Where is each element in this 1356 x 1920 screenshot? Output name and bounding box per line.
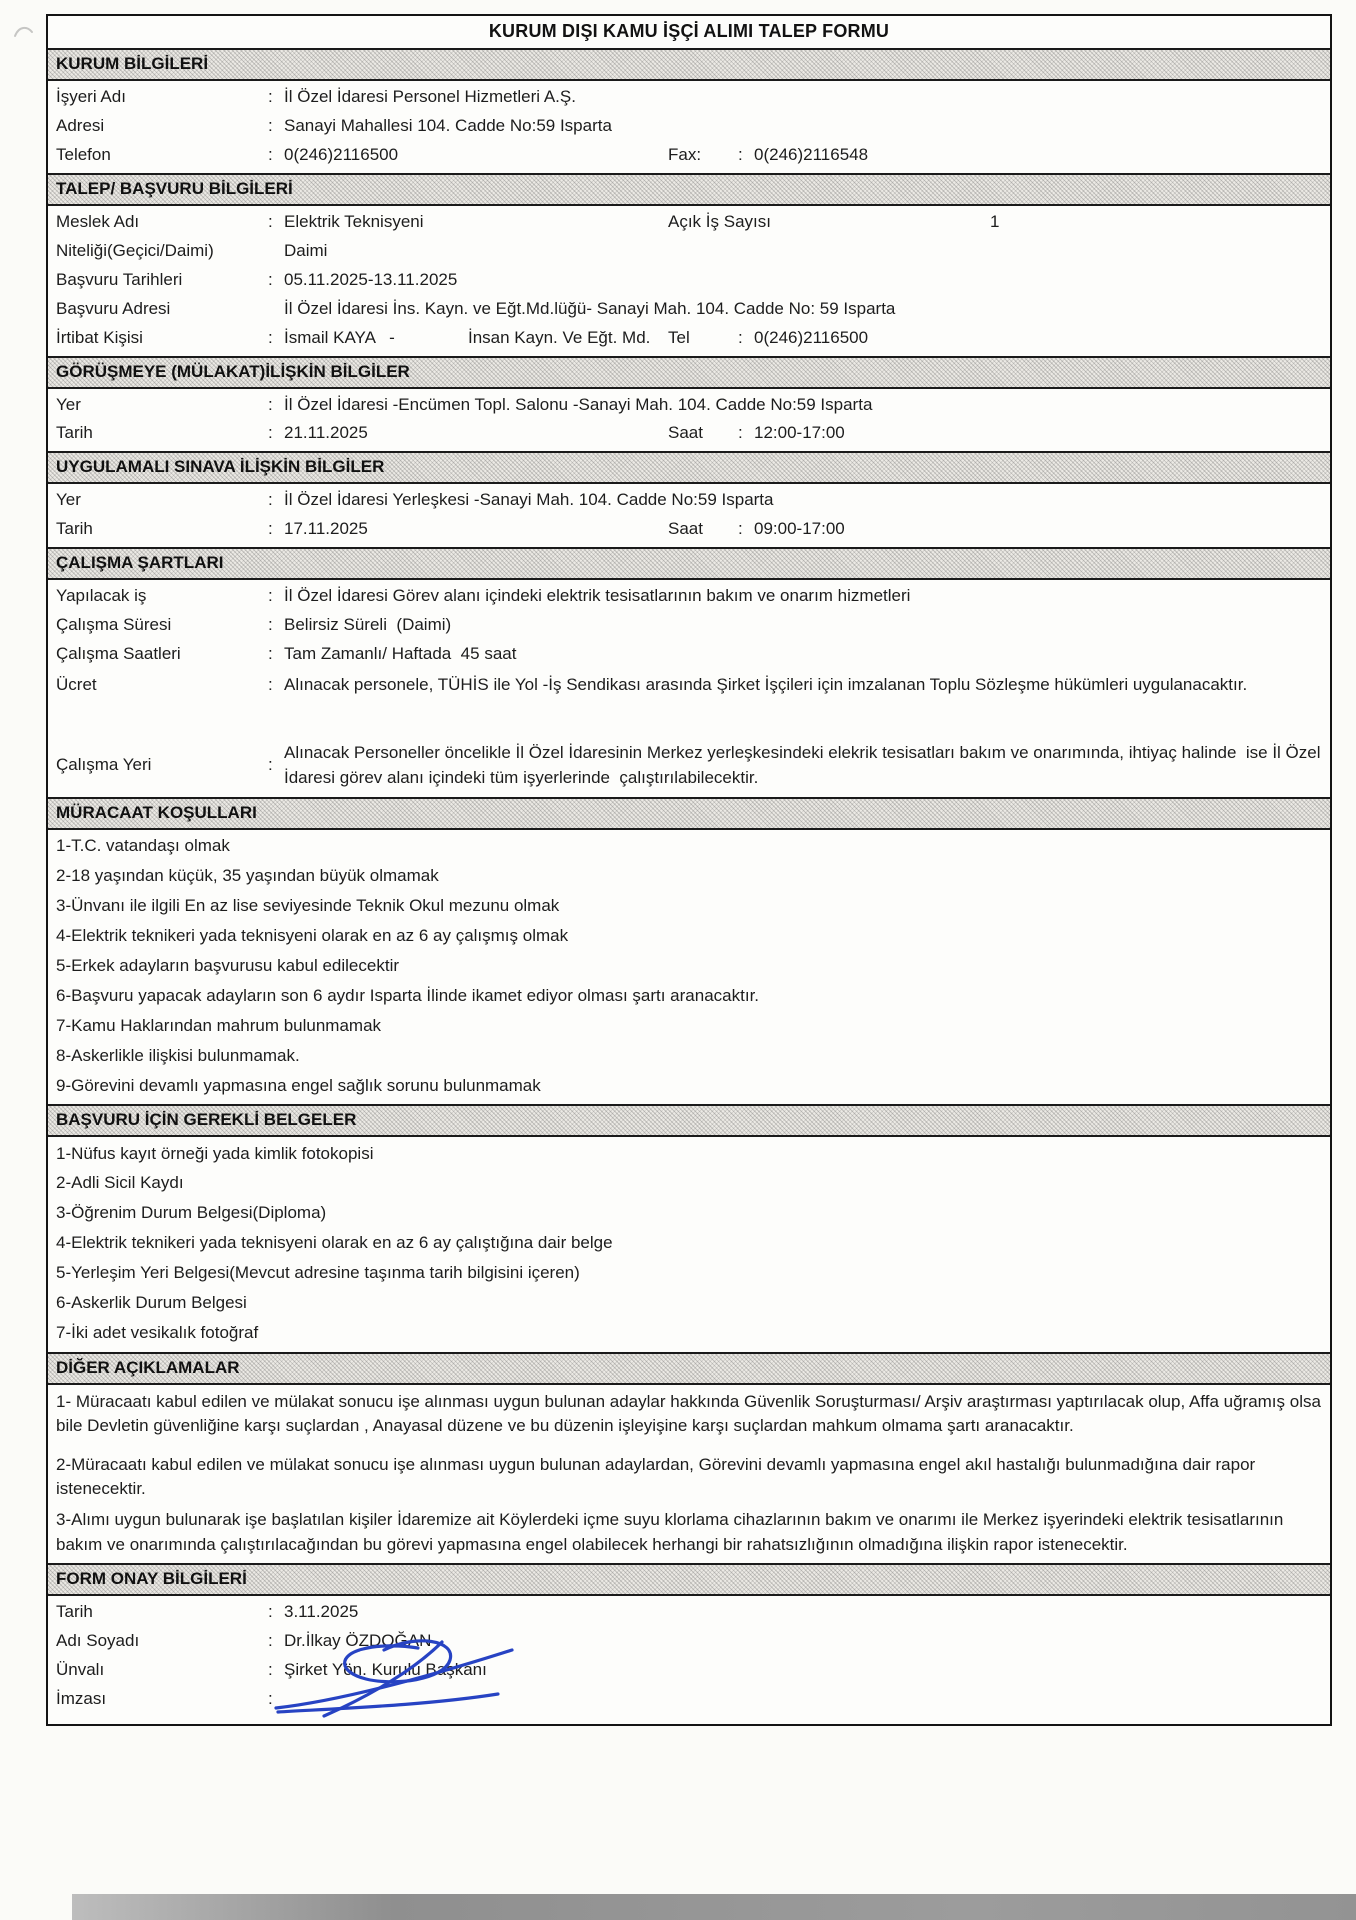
section-header-kurum-bilgileri: KURUM BİLGİLERİ bbox=[48, 48, 1330, 81]
field-value-saat: 12:00-17:00 bbox=[754, 423, 845, 443]
row-calisma-saatleri bbox=[48, 640, 1330, 669]
field-value: Belirsiz Süreli (Daimi) bbox=[284, 615, 452, 635]
field-value: İl Özel İdaresi İns. Kayn. ve Eğt.Md.lüğü- Sanayi Mah. 104. Cadde No: 59 Isparta bbox=[284, 298, 896, 318]
scan-mark-artifact bbox=[12, 22, 38, 42]
row-isyeri-adi bbox=[48, 83, 1330, 112]
field-label: İşyeri Adı bbox=[56, 87, 126, 106]
row-onay-imzasi bbox=[48, 1685, 1330, 1714]
form-title: KURUM DIŞI KAMU İŞÇİ ALIMI TALEP FORMU bbox=[488, 21, 890, 41]
section-gerekli-belgeler bbox=[48, 1137, 1330, 1352]
field-value: Dr.İlkay ÖZDOĞAN bbox=[284, 1631, 432, 1651]
section-header-gorusme: GÖRÜŞMEYE (MÜLAKAT)İLİŞKİN BİLGİLER bbox=[48, 356, 1330, 389]
field-label: Çalışma Yeri bbox=[56, 755, 152, 775]
paragraph: 3-Alımı uygun bulunarak işe başlatılan kişiler İdaremize ait Köylerdeki içme suyu klorlama cihazlarının bakım ve onarımı ile Merkez işyerindeki elektrik tesisatlarının bakım ve onarımında çalıştırılacağından bu görevi yapmasına engel olabilecek herhangi bir rahatsızlığının olmadığına ilişkin rapor istenecektir. bbox=[56, 1510, 1284, 1554]
row-sinav-tarih bbox=[48, 515, 1330, 544]
field-value: İl Özel İdaresi Personel Hizmetleri A.Ş. bbox=[284, 87, 576, 106]
field-label: Telefon bbox=[56, 144, 111, 164]
list-item: 9-Görevini devamlı yapmasına engel sağlık sorunu bulunmamak bbox=[56, 1075, 541, 1095]
field-label: Tarih bbox=[56, 519, 93, 539]
field-label: Yapılacak iş bbox=[56, 586, 147, 606]
field-colon: : bbox=[268, 327, 273, 347]
section-kurum-bilgileri bbox=[48, 81, 1330, 173]
field-value-unit: İnsan Kayn. Ve Eğt. Md. bbox=[468, 327, 651, 347]
section-calisma-sartlari bbox=[48, 580, 1330, 796]
paragraph: 1- Müracaatı kabul edilen ve mülakat sonucu işe alınması uygun bulunan adaylar hakkında Güvenlik Soruşturması/ Arşiv araştırması yaptırılacak olup, Affa uğramış olsa bile Devletin güvenliğine karşı suçlardan , Anayasal düzene ve bu düzenin işleyişine karşı suçlardan mahkum olmama şartı aranacaktır. bbox=[56, 1391, 1321, 1436]
field-value: 3.11.2025 bbox=[284, 1602, 359, 1622]
list-item: 6-Başvuru yapacak adayların son 6 aydır Isparta İlinde ikamet ediyor olması şartı aranacaktır. bbox=[56, 985, 760, 1005]
field-value: Alınacak personele, TÜHİS ile Yol -İş Sendikası arasında Şirket İşçileri için imzalanan Toplu Sözleşme hükümleri uygulanacaktır. bbox=[284, 675, 1248, 695]
section-gorusme bbox=[48, 389, 1330, 452]
field-label: Meslek Adı bbox=[56, 211, 140, 231]
section-header-muracaat-kosullari: MÜRACAAT KOŞULLARI bbox=[48, 797, 1330, 830]
field-value: Elektrik Teknisyeni bbox=[284, 211, 424, 231]
field-colon: : bbox=[268, 1631, 273, 1651]
field-label: Çalışma Süresi bbox=[56, 615, 172, 635]
field-value-name: İsmail KAYA - bbox=[284, 327, 395, 347]
field-value-tel: 0(246)2116500 bbox=[754, 327, 869, 347]
field-label-saat: Saat bbox=[668, 519, 703, 539]
field-label-tel: Tel bbox=[668, 327, 690, 347]
list-item: 5-Yerleşim Yeri Belgesi(Mevcut adresine taşınma tarih bilgisini içeren) bbox=[56, 1263, 580, 1283]
field-colon: : bbox=[738, 144, 743, 164]
field-value: Sanayi Mahallesi 104. Cadde No:59 Isparta bbox=[284, 115, 612, 135]
row-onay-tarih bbox=[48, 1598, 1330, 1627]
section-header-diger-aciklamalar: DİĞER AÇIKLAMALAR bbox=[48, 1352, 1330, 1385]
section-header-sinav: UYGULAMALI SINAVA İLİŞKİN BİLGİLER bbox=[48, 451, 1330, 484]
row-ucret bbox=[48, 669, 1330, 701]
field-value: İl Özel İdaresi Görev alanı içindeki elektrik tesisatlarının bakım ve onarım hizmetleri bbox=[284, 586, 911, 606]
list-item: 4-Elektrik teknikeri yada teknisyeni olarak en az 6 ay çalışmış olmak bbox=[56, 925, 569, 945]
field-colon: : bbox=[268, 1660, 273, 1680]
list-item: 1-T.C. vatandaşı olmak bbox=[56, 836, 230, 856]
field-label: Niteliği(Geçici/Daimi) bbox=[56, 240, 214, 260]
field-value: Şirket Yön. Kurulu Başkanı bbox=[284, 1660, 487, 1680]
field-value: İl Özel İdaresi Yerleşkesi -Sanayi Mah. 104. Cadde No:59 Isparta bbox=[284, 490, 774, 510]
field-colon: : bbox=[268, 269, 273, 289]
row-basvuru-tarihleri bbox=[48, 266, 1330, 295]
section-muracaat-kosullari bbox=[48, 830, 1330, 1104]
row-gorusme-yer bbox=[48, 391, 1330, 420]
row-calisma-yeri bbox=[48, 737, 1330, 794]
field-colon: : bbox=[268, 490, 273, 510]
field-label: Çalışma Saatleri bbox=[56, 644, 181, 664]
section-form-onay bbox=[48, 1596, 1330, 1724]
field-label: Tarih bbox=[56, 1602, 93, 1622]
field-label: Başvuru Tarihleri bbox=[56, 269, 183, 289]
talep-formu bbox=[46, 14, 1332, 1726]
field-colon: : bbox=[268, 87, 273, 106]
row-niteligi bbox=[48, 237, 1330, 266]
field-value: 21.11.2025 bbox=[284, 423, 368, 443]
row-sinav-yer bbox=[48, 486, 1330, 515]
field-colon: : bbox=[268, 115, 273, 135]
section-header-calisma-sartlari: ÇALIŞMA ŞARTLARI bbox=[48, 547, 1330, 580]
list-item: 7-İki adet vesikalık fotoğraf bbox=[56, 1323, 259, 1343]
section-talep-basvuru bbox=[48, 206, 1330, 356]
scanner-edge-artifact bbox=[72, 1894, 1356, 1920]
list-item: 1-Nüfus kayıt örneği yada kimlik fotokopisi bbox=[56, 1143, 374, 1163]
field-value-saat: 09:00-17:00 bbox=[754, 519, 845, 539]
field-value: Tam Zamanlı/ Haftada 45 saat bbox=[284, 644, 517, 664]
list-item: 2-18 yaşından küçük, 35 yaşından büyük olmamak bbox=[56, 866, 439, 885]
list-item: 4-Elektrik teknikeri yada teknisyeni olarak en az 6 ay çalıştığına dair belge bbox=[56, 1233, 613, 1253]
field-colon: : bbox=[268, 394, 273, 414]
field-colon: : bbox=[268, 144, 273, 164]
field-colon: : bbox=[268, 423, 273, 443]
list-item: 5-Erkek adayların başvurusu kabul edilecektir bbox=[56, 955, 400, 975]
field-label: Başvuru Adresi bbox=[56, 298, 171, 318]
row-irtibat-kisisi bbox=[48, 324, 1330, 353]
row-yapilacak-is bbox=[48, 582, 1330, 611]
field-value: 17.11.2025 bbox=[284, 519, 368, 539]
field-colon: : bbox=[268, 1689, 273, 1709]
field-colon: : bbox=[738, 327, 743, 347]
field-label: Yer bbox=[56, 394, 81, 414]
row-meslek-adi bbox=[48, 208, 1330, 237]
field-value: Alınacak Personeller öncelikle İl Özel İdaresinin Merkez yerleşkesindeki elekrik tesisatları bakım ve onarımında, ihtiyaç halinde ise İl Özel İdaresi görev alanı içindeki tüm işyerlerinde çalıştırılabilecektir. bbox=[284, 742, 1326, 788]
field-label: Yer bbox=[56, 490, 81, 510]
section-header-gerekli-belgeler: BAŞVURU İÇİN GEREKLİ BELGELER bbox=[48, 1104, 1330, 1137]
field-label: İrtibat Kişisi bbox=[56, 327, 143, 347]
list-item: 8-Askerlikle ilişkisi bulunmamak. bbox=[56, 1045, 300, 1065]
field-label: İmzası bbox=[56, 1689, 107, 1709]
field-colon: : bbox=[268, 615, 273, 635]
section-header-form-onay: FORM ONAY BİLGİLERİ bbox=[48, 1563, 1330, 1596]
list-item: 7-Kamu Haklarından mahrum bulunmamak bbox=[56, 1015, 382, 1035]
list-item: 3-Öğrenim Durum Belgesi(Diploma) bbox=[56, 1203, 327, 1223]
field-label: Ünvalı bbox=[56, 1660, 105, 1680]
field-label-fax: Fax: bbox=[668, 144, 702, 164]
field-label: Tarih bbox=[56, 423, 93, 443]
field-label: Ücret bbox=[56, 675, 97, 695]
list-item: 6-Askerlik Durum Belgesi bbox=[56, 1293, 247, 1313]
field-colon: : bbox=[268, 211, 273, 231]
field-colon: : bbox=[268, 586, 273, 606]
list-item: 2-Adli Sicil Kaydı bbox=[56, 1173, 184, 1193]
field-value: 0(246)2116500 bbox=[284, 144, 399, 164]
row-onay-adi-soyadi bbox=[48, 1627, 1330, 1656]
row-calisma-suresi bbox=[48, 611, 1330, 640]
field-colon: : bbox=[268, 755, 273, 775]
field-colon: : bbox=[268, 644, 273, 664]
field-label: Adı Soyadı bbox=[56, 1631, 140, 1651]
field-value: 05.11.2025-13.11.2025 bbox=[284, 269, 458, 289]
field-value: İl Özel İdaresi -Encümen Topl. Salonu -Sanayi Mah. 104. Cadde No:59 Isparta bbox=[284, 394, 873, 414]
row-gorusme-tarih bbox=[48, 419, 1330, 448]
row-adresi bbox=[48, 112, 1330, 141]
list-item: 3-Ünvanı ile ilgili En az lise seviyesinde Teknik Okul mezunu olmak bbox=[56, 895, 560, 915]
field-colon: : bbox=[268, 675, 273, 695]
field-label-acik-is-sayisi: Açık İş Sayısı bbox=[668, 211, 771, 231]
row-basvuru-adresi bbox=[48, 295, 1330, 324]
field-colon: : bbox=[268, 1602, 273, 1622]
row-telefon-fax bbox=[48, 141, 1330, 170]
field-label: Adresi bbox=[56, 115, 105, 135]
field-colon: : bbox=[738, 519, 743, 539]
field-value-fax: 0(246)2116548 bbox=[754, 144, 869, 164]
field-label-saat: Saat bbox=[668, 423, 703, 443]
section-header-talep-basvuru: TALEP/ BAŞVURU BİLGİLERİ bbox=[48, 173, 1330, 206]
field-colon: : bbox=[738, 423, 743, 443]
paragraph: 2-Müracaatı kabul edilen ve mülakat sonucu işe alınması uygun bulunan adaylardan, Görevini devamlı yapmasına engel akıl hastalığı bulunmadığına dair rapor istenecektir. bbox=[56, 1454, 1256, 1499]
section-diger-aciklamalar bbox=[48, 1385, 1330, 1564]
field-colon: : bbox=[268, 519, 273, 539]
field-value: Daimi bbox=[284, 240, 328, 260]
field-value-acik-is-sayisi: 1 bbox=[990, 211, 1000, 231]
row-onay-unvali bbox=[48, 1656, 1330, 1685]
section-sinav bbox=[48, 484, 1330, 547]
